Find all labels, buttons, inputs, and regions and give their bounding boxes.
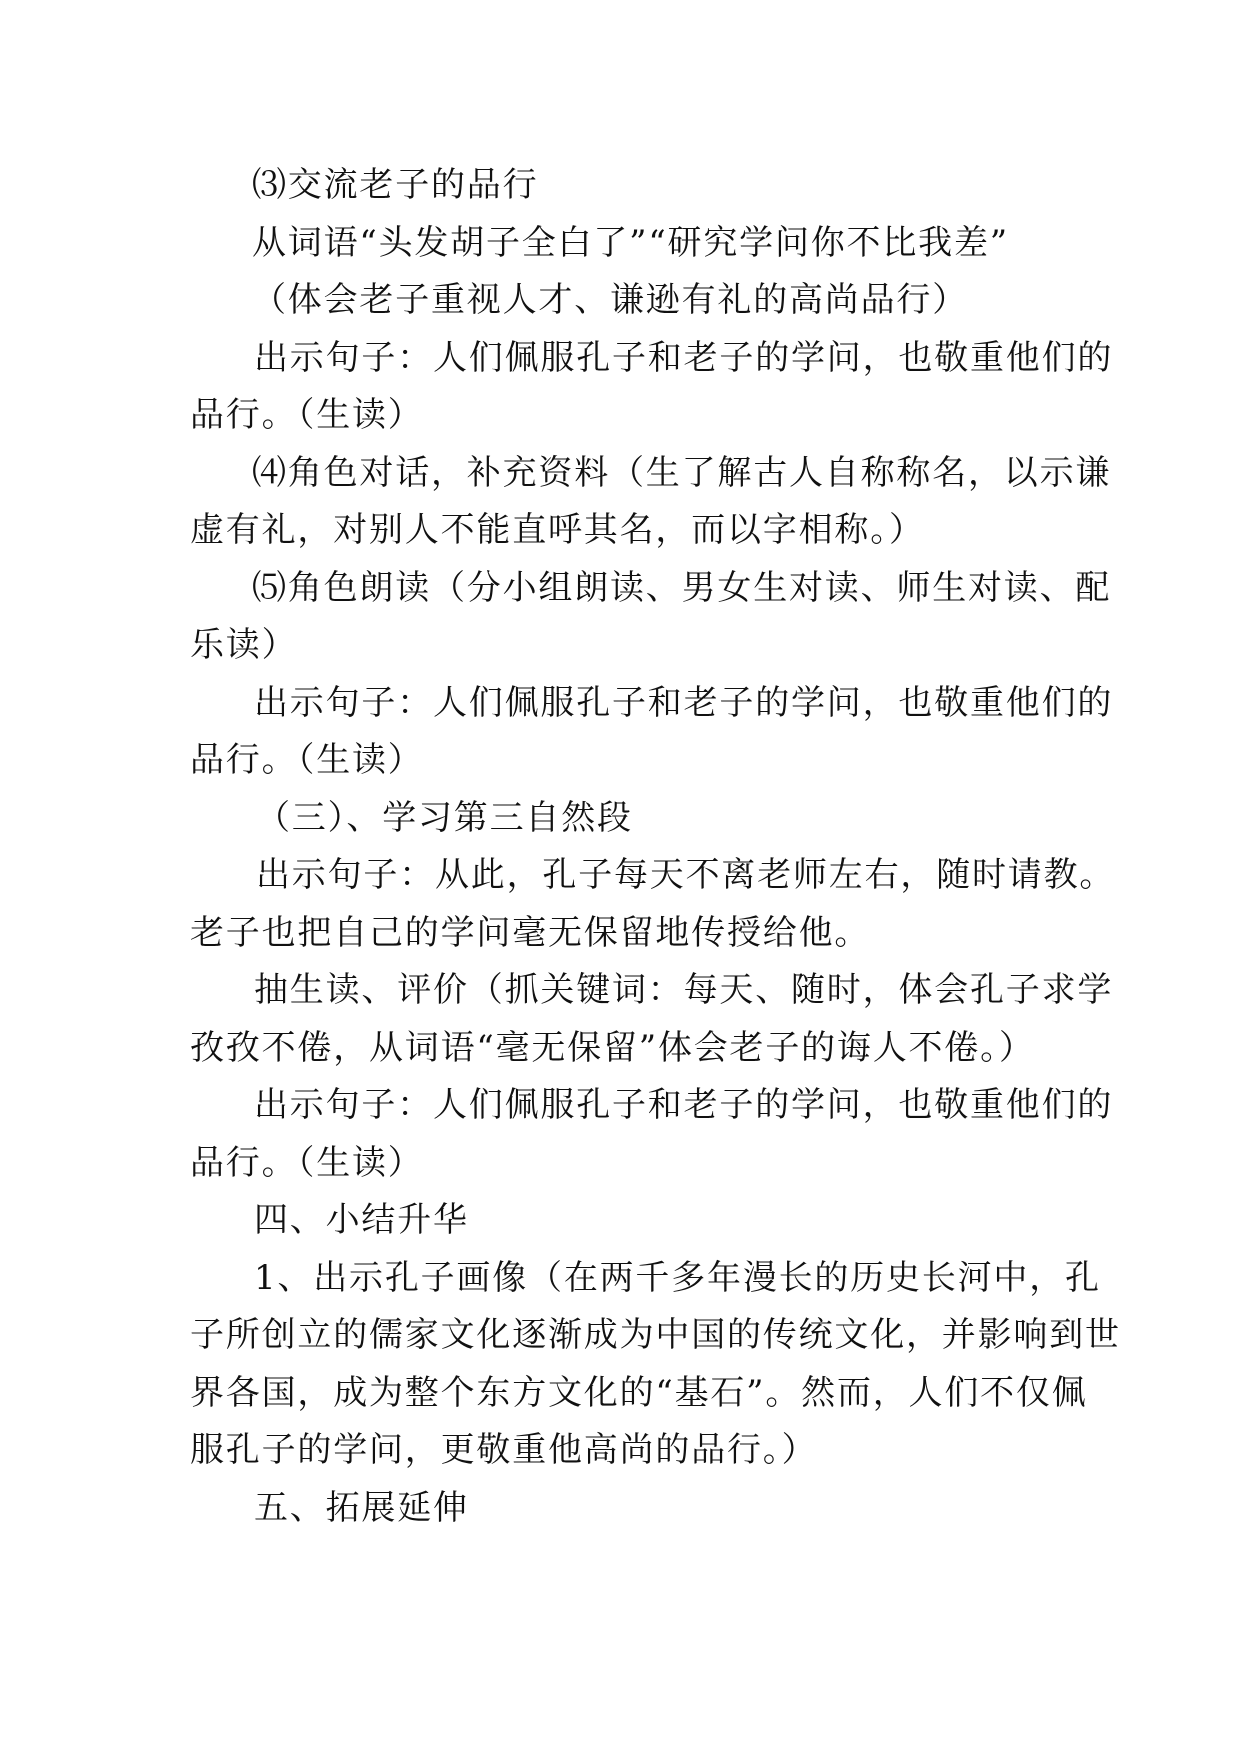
heading-role-reading: ⑸角色朗读（分小组朗读、男女生对读、师生对读、配 [252,568,1112,608]
quoted-sentence-line: 品行。（生读） [190,395,424,435]
paragraph-line: 乐读） [190,625,298,665]
quoted-sentence-line: 老子也把自己的学问毫无保留地传授给他。 [190,913,871,953]
section-heading-5: 五、拓展延伸 [254,1488,469,1528]
paragraph-line: （体会老子重视人才、谦逊有礼的高尚品行） [252,280,968,320]
section-heading-3: （三）、学习第三自然段 [256,798,633,838]
paragraph-line: 子所创立的儒家文化逐渐成为中国的传统文化，并影响到世 [190,1315,1121,1355]
quoted-sentence-line: 出示句子：从此，孔子每天不离老师左右，随时请教。 [256,855,1116,895]
paragraph-line: 1、出示孔子画像（在两千多年漫长的历史长河中，孔 [254,1258,1101,1298]
quoted-sentence-line: 出示句子：人们佩服孔子和老子的学问，也敬重他们的 [254,1085,1114,1125]
paragraph-line: 孜孜不倦，从词语“毫无保留”体会老子的诲人不倦。） [190,1028,1035,1068]
quoted-sentence-line: 品行。（生读） [190,1143,424,1183]
paragraph-line: 从词语“头发胡子全白了”“研究学问你不比我差” [252,223,1009,263]
paragraph-line: 界各国，成为整个东方文化的“基石”。然而，人们不仅佩 [190,1373,1088,1413]
quoted-sentence-line: 出示句子：人们佩服孔子和老子的学问，也敬重他们的 [254,683,1114,723]
paragraph-line: 服孔子的学问，更敬重他高尚的品行。） [190,1430,818,1470]
paragraph-line: 抽生读、评价（抓关键词：每天、随时，体会孔子求学 [254,970,1114,1010]
heading-laozi-conduct: ⑶交流老子的品行 [252,165,539,205]
section-heading-4: 四、小结升华 [254,1200,469,1240]
quoted-sentence-line: 出示句子：人们佩服孔子和老子的学问，也敬重他们的 [254,338,1114,378]
heading-role-dialogue: ⑷角色对话，补充资料（生了解古人自称称名，以示谦 [252,453,1112,493]
quoted-sentence-line: 品行。（生读） [190,740,424,780]
paragraph-line: 虚有礼，对别人不能直呼其名，而以字相称。） [190,510,925,550]
